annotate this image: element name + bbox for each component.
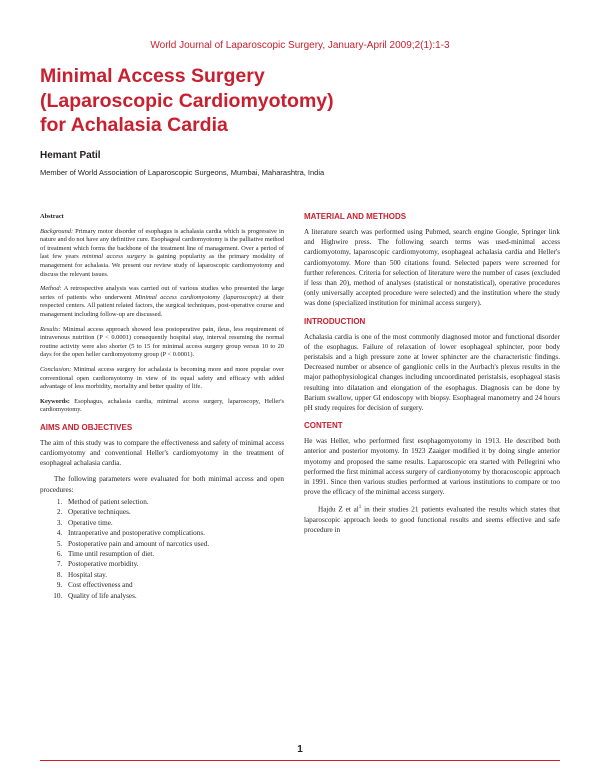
materials-heading: MATERIAL AND METHODS <box>304 212 407 221</box>
page-number: 1 <box>297 744 303 755</box>
abstract-section <box>40 213 284 415</box>
list-item: 2. Operative techniques. <box>64 507 284 517</box>
list-item: 1. Method of patient selection. <box>64 497 284 507</box>
materials-paragraph: A literature search was performed using Pubmed, search engine Google, Springer link and Highwire press. The following search terms was used-minimal access cardiomyotomy, laparoscopic cardiomyotomy, esophageal achalasia cardia and Heller's cardiomyotomy. More than 500 citations found. Selected papers were screened for further references. Criteria for selection of literature were the number of cases (excluded if less than 20), method of analyses (statistical or nonstatistical), operative procedures (only universally accepted procedure were selected) and the institution where the study was done (specialized institution for minimal access surgery). <box>304 228 560 308</box>
list-item: 3. Operative time. <box>64 518 284 528</box>
results-text: Minimal access approach showed less postoperative pain, ileus, less requirement of intravenous nutrition (P < 0.0001) consequently hospital stay, interval resuming the normal routine activity were also shorter (5 to 15 for minimal access surgery group versus 10 to 20 days for the open heller cardiomyotomy group (P < 0.0001). <box>40 325 284 359</box>
journal-header: World Journal of Laparoscopic Surgery, January-April 2009;2(1):1-3 <box>150 40 450 51</box>
aims-paragraph-2: The following parameters were evaluated for both minimal access and open procedures: <box>40 475 284 494</box>
right-column <box>304 212 560 541</box>
title-line: Minimal Access Surgery <box>40 65 265 87</box>
method-text-2: at their respected centers. All patient related factors, the surgical techniques, post-operative course and management including follow-up are discussed. <box>40 293 284 318</box>
background-emphasis: minimal access surgery <box>82 253 146 261</box>
abstract-results <box>40 326 284 360</box>
list-item: 4. Intraoperative and postoperative complications. <box>64 528 284 538</box>
results-label: Results: <box>40 325 61 333</box>
introduction-paragraph: Achalasia cardia is one of the most commonly diagnosed motor and functional disorder of the esophagus. Failure of relaxation of lower esophageal sphincter, poor body peristalsis and a high pressure zone at lower sphincter are the characteristic findings. Decreased number or absence of ganglionic cells in the Aurbach's plexus results in the major pathophysiological changes including uncoordinated peristalsis, esophageal stasis resulting into dilatation and elongation of the esophagus. Diagnosis can be done by Barium swallow, upper GI endoscopy with biopsy. Esophageal manometry and 24 hours pH study requires for decision of surgery. <box>304 332 560 413</box>
citation-ref: 1 <box>358 505 362 511</box>
list-item: 8. Hospital stay. <box>64 570 284 580</box>
footer-divider <box>40 760 560 761</box>
list-item: 5. Postoperative pain and amount of narcotics used. <box>64 539 284 549</box>
aims-paragraph: The aim of this study was to compare the effectiveness and safety of minimal access cardiomyotomy and conventional Heller's cardiomyotomy in the treatment of esophageal achalasia cardia. <box>40 438 284 468</box>
article-title <box>40 64 560 138</box>
parameter-list <box>40 497 284 601</box>
author-affiliation: Member of World Association of Laparoscopic Surgeons, Mumbai, Maharashtra, India <box>40 168 325 177</box>
method-emphasis: Minimal access cardiomyotomy (laparoscopic) <box>135 293 261 301</box>
content-paragraph: He was Heller, who performed first esophagomyotomy in 1913. He described both anterior and posterior myotomy. In 1923 Zaaiger modified it by doing single anterior myotomy and proposed the same results. Laparoscopic era started with Pellegrini who performed the first minimal access surgery of cardionyotomy by thoracoscopic approach in 1991. Since then various studies performed at various institutions to compare or too prove the efficacy of the minimal access surgery. <box>304 437 560 497</box>
list-item: 9. Cost effectiveness and <box>64 580 284 590</box>
introduction-heading: INTRODUCTION <box>304 316 366 326</box>
background-text: Primary motor disorder of esophagus is achalasia cardia which is progressive in nature and do not have any definitive cure. Esophageal cardiomyotomy is the palliative method of treatment which forms the backbone of the treatment line of management. Over a period of last few years <box>40 227 284 261</box>
content-paragraph-2 <box>304 503 560 535</box>
conclusion-text: Minimal access surgery for achalasia is becoming more and more popular over conventional open cardiomyotomy in view of its equal safety and efficacy with added advantage of less morbidity, mortality and better quality of life. <box>40 365 284 391</box>
aims-section <box>40 423 284 601</box>
list-item: 10. Quality of life analyses. <box>64 591 284 601</box>
background-text-2: is gaining popularity as the primary modality of management for achalasia. We present our review study of laparoscopic cardiomyotomy and discuss the relevant issues. <box>40 253 285 278</box>
background-label: Background: <box>40 227 74 235</box>
author-name: Hemant Patil <box>40 150 101 161</box>
abstract-method <box>40 285 284 319</box>
title-line: for Achalasia Cardia <box>40 114 228 136</box>
keywords-text: Esophagus, achalasia cardia, minimal access surgery, laparoscopy, Heller's cardiomyotomy. <box>40 397 284 414</box>
keywords-label: Keywords: <box>40 397 70 405</box>
method-text: A retrospective analysis was carried out of various studies who presented the large series of patients who underwent <box>40 285 284 301</box>
method-label: Method: <box>40 285 62 293</box>
abstract-heading: Abstract <box>40 213 64 220</box>
abstract-conclusion <box>40 366 284 392</box>
conclusion-label: Conclusion: <box>40 365 72 373</box>
left-column <box>40 213 284 601</box>
abstract-keywords <box>40 398 284 415</box>
content-text: in their studies 21 patients evaluated the results which states that laparoscopic approach leeds to good functional results and seems effective and safe procedure in <box>304 505 560 535</box>
list-item: 6. Time until resumption of diet. <box>64 549 284 559</box>
aims-heading: AIMS AND OBJECTIVES <box>40 422 133 432</box>
title-line: (Laparoscopic Cardiomyotomy) <box>40 89 334 112</box>
citation-author: Hajdu Z et al <box>318 505 359 514</box>
abstract-background <box>40 228 284 280</box>
list-item: 7. Postoperative morbidity. <box>64 559 284 569</box>
content-heading: CONTENT <box>304 421 343 431</box>
